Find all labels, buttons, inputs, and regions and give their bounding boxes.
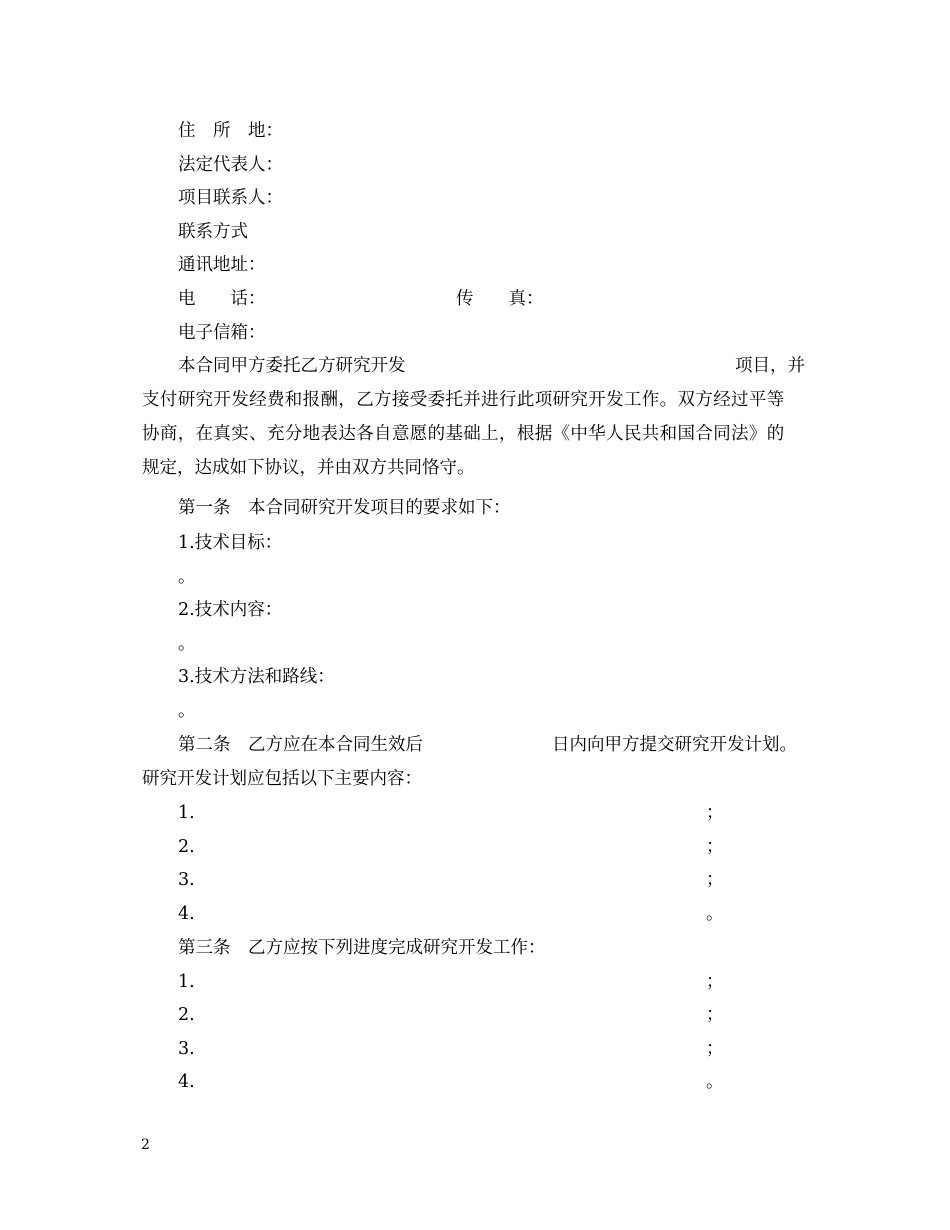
article3-title: 第三条 乙方应按下列进度完成研究开发工作： bbox=[178, 938, 546, 958]
article2-item-3-num: 3. bbox=[178, 870, 195, 890]
article3-item-3-num: 3. bbox=[178, 1039, 195, 1059]
preamble-line-2: 支付研究开发经费和报酬，乙方接受委托并进行此项研究开发工作。双方经过平等 bbox=[142, 390, 785, 410]
article3-item-1-end: ； bbox=[706, 972, 724, 992]
contact-method-label: 联系方式 bbox=[178, 222, 248, 242]
article3-item-4-end: 。 bbox=[706, 1072, 724, 1092]
article2-item-3-end: ； bbox=[706, 870, 724, 890]
mail-address-label: 通讯地址： bbox=[178, 255, 266, 275]
article3-item-1-num: 1. bbox=[178, 972, 195, 992]
preamble-line-4: 规定，达成如下协议，并由双方共同恪守。 bbox=[142, 458, 475, 478]
article1-item-1-end: 。 bbox=[178, 567, 196, 587]
article1-title: 第一条 本合同研究开发项目的要求如下： bbox=[178, 498, 511, 518]
article2-item-1-num: 1. bbox=[178, 803, 195, 823]
article3-item-3-end: ； bbox=[706, 1039, 724, 1059]
article2-item-4-end: 。 bbox=[706, 904, 724, 924]
article2-item-2-end: ； bbox=[706, 837, 724, 857]
article2-tail: 日内向甲方提交研究开发计划。 bbox=[552, 735, 797, 755]
preamble-line-3: 协商，在真实、充分地表达各自意愿的基础上，根据《中华人民共和国合同法》的 bbox=[142, 424, 785, 444]
article1-item-2: 2.技术内容： bbox=[178, 600, 283, 620]
legal-rep-label: 法定代表人： bbox=[178, 155, 283, 175]
article3-item-2-num: 2. bbox=[178, 1005, 195, 1025]
article3-item-2-end: ； bbox=[706, 1005, 724, 1025]
preamble-tail: 项目，并 bbox=[735, 356, 805, 376]
article1-item-3: 3.技术方法和路线： bbox=[178, 667, 335, 687]
fax-label: 传 真： bbox=[456, 289, 544, 309]
contact-person-label: 项目联系人： bbox=[178, 188, 283, 208]
page-number: 2 bbox=[141, 1137, 150, 1153]
article1-item-3-end: 。 bbox=[178, 701, 196, 721]
email-label: 电子信箱： bbox=[178, 323, 266, 343]
preamble-lead: 本合同甲方委托乙方研究开发 bbox=[178, 356, 406, 376]
article1-item-1: 1.技术目标： bbox=[178, 533, 283, 553]
article2-item-2-num: 2. bbox=[178, 837, 195, 857]
article2-lead: 第二条 乙方应在本合同生效后 bbox=[178, 735, 423, 755]
article2-item-1-end: ； bbox=[706, 803, 724, 823]
article2-line-2: 研究开发计划应包括以下主要内容： bbox=[142, 769, 422, 789]
article3-item-4-num: 4. bbox=[178, 1072, 195, 1092]
phone-label: 电 话： bbox=[178, 289, 266, 309]
article1-item-2-end: 。 bbox=[178, 634, 196, 654]
address-label: 住 所 地： bbox=[178, 121, 283, 141]
article2-item-4-num: 4. bbox=[178, 904, 195, 924]
